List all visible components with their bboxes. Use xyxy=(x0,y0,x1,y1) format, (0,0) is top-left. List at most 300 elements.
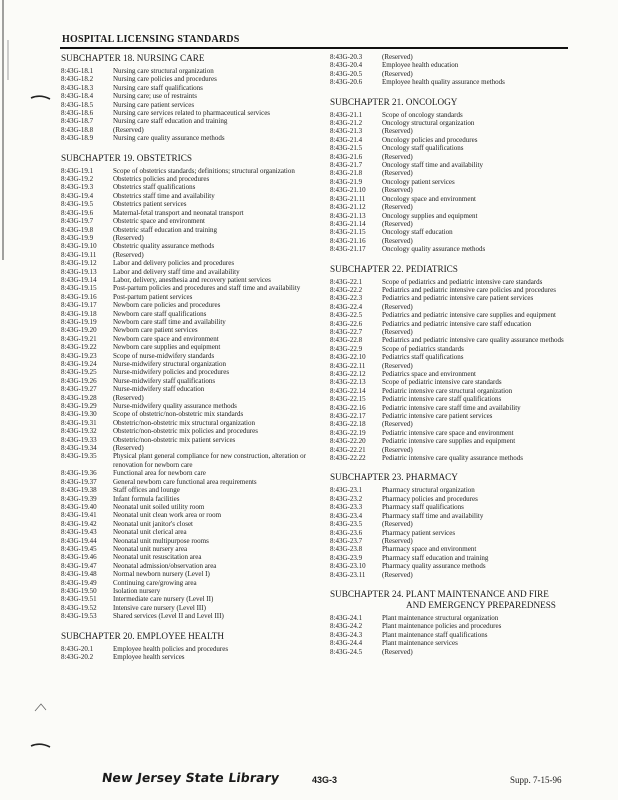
section-entry xyxy=(330,186,570,194)
section-entry xyxy=(61,343,319,351)
subchapter-heading-line: SUBCHAPTER 24. PLANT MAINTENANCE AND FIRE xyxy=(330,588,549,599)
section-entry xyxy=(61,394,319,402)
section-number: 8:43G-20.3 xyxy=(330,53,363,61)
section-title: Nursing care patient services xyxy=(113,100,195,109)
section-title: Neonatal unit nursery area xyxy=(113,544,188,553)
section-entry xyxy=(330,614,570,622)
section-number: 8:43G-18.3 xyxy=(61,83,94,92)
section-number: 8:43G-19.19 xyxy=(61,317,97,326)
section-title: Nursing care staff qualifications xyxy=(113,83,203,92)
running-header: HOSPITAL LICENSING STANDARDS xyxy=(62,34,240,45)
section-entry xyxy=(330,169,570,177)
section-title: Labor and delivery policies and procedures xyxy=(113,259,235,268)
section-title: Obstetrics policies and procedures xyxy=(113,175,210,184)
section-title: (Reserved) xyxy=(382,420,413,429)
right-column xyxy=(330,53,570,656)
page-number: 43G-3 xyxy=(312,775,338,785)
section-title: Obstetric space and environment xyxy=(113,217,205,226)
section-title: Normal newborn nursery (Level I) xyxy=(113,570,210,579)
section-number: 8:43G-22.14 xyxy=(330,386,366,395)
section-title: Oncology staff qualifications xyxy=(382,144,464,153)
section-title: Pediatrics and pediatric intensive care supplies and equipment xyxy=(382,311,556,320)
section-title: (Reserved) xyxy=(382,445,413,454)
section-entry xyxy=(330,537,570,545)
section-number: 8:43G-19.27 xyxy=(61,385,97,394)
section-number: 8:43G-19.38 xyxy=(61,486,97,495)
section-number: 8:43G-19.48 xyxy=(61,570,97,579)
section-number: 8:43G-19.41 xyxy=(61,511,97,520)
section-entry xyxy=(330,294,570,302)
subchapter-heading-line: SUBCHAPTER 21. ONCOLOGY xyxy=(330,96,458,107)
section-number: 8:43G-22.19 xyxy=(330,428,366,437)
section-number: 8:43G-19.47 xyxy=(61,561,97,570)
section-title: Nurse-midwifery structural organization xyxy=(113,360,227,368)
section-title: (Reserved) xyxy=(382,186,413,195)
section-number: 8:43G-19.50 xyxy=(61,586,97,595)
section-number: 8:43G-19.22 xyxy=(61,343,97,352)
section-number: 8:43G-24.4 xyxy=(330,639,363,648)
section-number: 8:43G-23.7 xyxy=(330,536,363,545)
section-entry xyxy=(330,328,570,336)
section-entry xyxy=(61,520,319,528)
section-title: Pediatric intensive care staff time and availability xyxy=(382,403,521,412)
section-number: 8:43G-22.10 xyxy=(330,353,366,362)
hole-punch-mark xyxy=(30,94,52,102)
section-entry xyxy=(61,276,319,284)
section-title: Neonatal unit clerical area xyxy=(113,528,187,537)
section-entry xyxy=(61,183,319,191)
section-number: 8:43G-22.3 xyxy=(330,294,363,303)
left-column xyxy=(61,53,319,661)
section-number: 8:43G-22.15 xyxy=(330,395,366,404)
section-number: 8:43G-18.7 xyxy=(61,117,94,126)
section-entry xyxy=(330,639,570,647)
section-entry xyxy=(61,352,319,360)
section-entry xyxy=(61,562,319,570)
section-spacer xyxy=(330,254,570,264)
section-title: Newborn care policies and procedures xyxy=(113,301,221,310)
section-entry xyxy=(330,70,570,78)
section-title: Plant maintenance staff qualifications xyxy=(382,630,488,639)
section-entry xyxy=(330,554,570,562)
section-entry xyxy=(330,362,570,370)
section-number: 8:43G-19.18 xyxy=(61,309,97,318)
section-number: 8:43G-21.8 xyxy=(330,169,363,178)
section-entry xyxy=(330,119,570,127)
section-entry xyxy=(330,153,570,161)
section-number: 8:43G-22.13 xyxy=(330,378,366,387)
section-title: Pharmacy policies and procedures xyxy=(382,494,478,503)
section-entry xyxy=(61,192,319,200)
section-title: Isolation nursery xyxy=(113,586,161,595)
section-title: (Reserved) xyxy=(113,444,144,453)
section-entry xyxy=(61,268,319,276)
library-stamp: New Jersey State Library xyxy=(100,770,281,785)
section-entry xyxy=(330,320,570,328)
section-title: Oncology structural organization xyxy=(382,119,475,128)
section-title: Newborn care supplies and equipment xyxy=(113,343,221,352)
section-entry xyxy=(61,234,319,242)
section-entry xyxy=(330,61,570,69)
section-entry xyxy=(61,293,319,301)
section-entry xyxy=(330,144,570,152)
section-entry xyxy=(61,595,319,603)
section-title: Nursing care quality assurance methods xyxy=(113,134,225,143)
section-entry xyxy=(61,653,319,661)
section-number: 8:43G-22.7 xyxy=(330,327,363,336)
section-number: 8:43G-21.16 xyxy=(330,236,366,245)
section-number: 8:43G-21.17 xyxy=(330,245,366,254)
section-entry xyxy=(61,511,319,519)
section-title: Neonatal unit clean work area or room xyxy=(113,511,222,520)
section-number: 8:43G-23.3 xyxy=(330,503,363,512)
section-entry xyxy=(330,420,570,428)
section-title: (Reserved) xyxy=(382,203,413,212)
section-number: 8:43G-21.7 xyxy=(330,161,363,170)
section-entry xyxy=(330,161,570,169)
section-number: 8:43G-19.53 xyxy=(61,612,97,621)
section-entry xyxy=(61,503,319,511)
section-number: 8:43G-19.39 xyxy=(61,494,97,503)
section-spacer xyxy=(330,87,570,97)
section-entry xyxy=(330,195,570,203)
section-number: 8:43G-19.44 xyxy=(61,536,97,545)
section-entry xyxy=(330,278,570,286)
section-number: 8:43G-22.11 xyxy=(330,361,366,370)
section-entry xyxy=(61,495,319,503)
section-title: Scope of pediatrics standards xyxy=(382,344,464,353)
section-number: 8:43G-24.1 xyxy=(330,613,363,622)
header-rule xyxy=(60,47,568,49)
hole-punch-mark xyxy=(30,742,52,750)
section-number: 8:43G-22.9 xyxy=(330,344,363,353)
section-title: Plant maintenance policies and procedures xyxy=(382,622,502,631)
section-title: Nursing care structural organization xyxy=(113,67,214,75)
section-number: 8:43G-18.4 xyxy=(61,92,94,101)
section-number: 8:43G-21.9 xyxy=(330,177,363,186)
section-title: (Reserved) xyxy=(382,361,413,370)
section-title: Nurse-midwifery quality assurance methods xyxy=(113,402,237,411)
section-title: (Reserved) xyxy=(382,302,413,311)
section-entry xyxy=(61,67,319,75)
section-number: 8:43G-19.1 xyxy=(61,166,94,175)
section-title: (Reserved) xyxy=(382,152,413,161)
section-number: 8:43G-19.7 xyxy=(61,217,94,226)
section-title: Pharmacy staff time and availability xyxy=(382,511,484,520)
subchapter-heading-line: SUBCHAPTER 19. OBSTETRICS xyxy=(61,152,192,163)
section-number: 8:43G-18.9 xyxy=(61,134,94,143)
section-number: 8:43G-19.23 xyxy=(61,351,97,360)
section-title: Pediatrics and pediatric intensive care policies and procedures xyxy=(382,285,556,294)
section-entry xyxy=(330,454,570,462)
section-entry xyxy=(61,385,319,393)
section-entry xyxy=(61,410,319,418)
subchapter-heading xyxy=(330,472,570,483)
section-title: Plant maintenance structural organization xyxy=(382,613,499,622)
section-entry xyxy=(61,335,319,343)
section-entry xyxy=(61,251,319,259)
section-number: 8:43G-22.21 xyxy=(330,445,366,454)
section-title: General newborn care functional area requirements xyxy=(113,477,257,486)
section-number: 8:43G-19.32 xyxy=(61,427,97,436)
subchapter-heading xyxy=(330,589,570,611)
section-title: Scope of obstetric/non-obstetric mix standards xyxy=(113,410,244,419)
section-entry xyxy=(61,92,319,100)
section-entry xyxy=(61,419,319,427)
section-title: Pediatric intensive care quality assurance methods xyxy=(382,454,523,463)
section-number: 8:43G-24.3 xyxy=(330,630,363,639)
section-title: Scope of obstetrics standards; definitions; structural organization xyxy=(113,166,295,175)
section-number: 8:43G-19.37 xyxy=(61,477,97,486)
section-entry xyxy=(330,631,570,639)
section-entry xyxy=(61,402,319,410)
section-entry xyxy=(330,503,570,511)
section-entry xyxy=(61,444,319,452)
section-spacer xyxy=(330,579,570,589)
section-title: Oncology policies and procedures xyxy=(382,135,478,144)
section-title: Nursing care services related to pharmaceutical services xyxy=(113,109,271,118)
section-number: 8:43G-19.12 xyxy=(61,259,97,268)
section-title: Staff offices and lounge xyxy=(113,486,180,495)
section-title: Intensive care nursery (Level III) xyxy=(113,603,206,612)
section-number: 8:43G-19.34 xyxy=(61,444,97,453)
subchapter-heading xyxy=(330,264,570,275)
section-title: Labor, delivery, anesthesia and recovery patient services xyxy=(113,275,271,284)
section-title: Oncology staff education xyxy=(382,228,453,237)
section-title: Nursing care; use of restraints xyxy=(113,92,197,101)
section-entry xyxy=(61,259,319,267)
section-number: 8:43G-19.51 xyxy=(61,595,97,604)
section-number: 8:43G-19.24 xyxy=(61,360,97,368)
section-title: Employee health policies and procedures xyxy=(113,644,229,653)
section-entry xyxy=(61,528,319,536)
section-number: 8:43G-19.8 xyxy=(61,225,94,234)
section-number: 8:43G-21.12 xyxy=(330,203,366,212)
section-number: 8:43G-23.1 xyxy=(330,486,363,495)
section-number: 8:43G-18.5 xyxy=(61,100,94,109)
section-title: Oncology patient services xyxy=(382,177,455,186)
section-entry xyxy=(330,520,570,528)
section-number: 8:43G-19.15 xyxy=(61,284,97,293)
section-number: 8:43G-21.13 xyxy=(330,211,366,220)
section-entry xyxy=(61,200,319,208)
binding-edge-mark xyxy=(0,0,14,800)
section-number: 8:43G-19.33 xyxy=(61,435,97,444)
section-entry xyxy=(330,486,570,494)
section-title: Pharmacy staff qualifications xyxy=(382,503,464,512)
section-title: Plant maintenance services xyxy=(382,639,458,648)
section-title: Neonatal unit resuscitation area xyxy=(113,553,202,562)
section-title: Obstetric/non-obstetric mix structural organization xyxy=(113,418,255,427)
section-entry xyxy=(61,242,319,250)
section-number: 8:43G-19.3 xyxy=(61,183,94,192)
section-entry xyxy=(330,245,570,253)
section-title: Obstetric quality assurance methods xyxy=(113,242,215,251)
section-entry xyxy=(330,446,570,454)
section-entry xyxy=(330,622,570,630)
section-number: 8:43G-21.6 xyxy=(330,152,363,161)
section-title: Neonatal unit soiled utility room xyxy=(113,502,205,511)
section-number: 8:43G-22.17 xyxy=(330,412,366,421)
section-entry xyxy=(330,178,570,186)
section-number: 8:43G-19.4 xyxy=(61,191,94,200)
section-number: 8:43G-19.17 xyxy=(61,301,97,310)
section-number: 8:43G-21.1 xyxy=(330,110,363,119)
section-title: Obstetric/non-obstetric mix policies and procedures xyxy=(113,427,259,436)
section-spacer xyxy=(330,462,570,472)
section-number: 8:43G-21.15 xyxy=(330,228,366,237)
section-title: Nurse-midwifery staff education xyxy=(113,385,205,394)
section-number: 8:43G-24.2 xyxy=(330,622,363,631)
subchapter-heading xyxy=(61,53,319,64)
section-number: 8:43G-21.5 xyxy=(330,144,363,153)
section-number: 8:43G-20.2 xyxy=(61,653,94,661)
section-number: 8:43G-23.11 xyxy=(330,570,366,579)
section-title: Obstetrics staff qualifications xyxy=(113,183,196,192)
section-title: Infant formula facilities xyxy=(113,494,180,503)
section-title: (Reserved) xyxy=(382,53,413,61)
section-title: Pediatrics and pediatric intensive care staff education xyxy=(382,319,532,328)
section-number: 8:43G-19.20 xyxy=(61,326,97,335)
section-title: Nurse-midwifery policies and procedures xyxy=(113,368,230,377)
section-title: Oncology supplies and equipment xyxy=(382,211,478,220)
section-number: 8:43G-19.2 xyxy=(61,175,94,184)
section-entry xyxy=(61,427,319,435)
section-entry xyxy=(61,175,319,183)
section-number: 8:43G-18.2 xyxy=(61,75,94,84)
section-entry xyxy=(330,203,570,211)
section-number: 8:43G-22.6 xyxy=(330,319,363,328)
section-entry xyxy=(330,336,570,344)
section-entry xyxy=(61,587,319,595)
section-entry xyxy=(330,648,570,656)
section-entry xyxy=(61,117,319,125)
section-entry xyxy=(330,395,570,403)
section-entry xyxy=(61,75,319,83)
section-title: Pharmacy staff education and training xyxy=(382,553,489,562)
section-number: 8:43G-19.6 xyxy=(61,208,94,217)
section-number: 8:43G-19.5 xyxy=(61,200,94,209)
section-number: 8:43G-23.10 xyxy=(330,562,366,571)
section-title: Scope of pediatric intensive care standards xyxy=(382,378,502,387)
section-entry xyxy=(330,286,570,294)
section-title: Functional area for newborn care xyxy=(113,469,206,478)
section-number: 8:43G-19.9 xyxy=(61,233,94,242)
section-entry xyxy=(61,209,319,217)
section-number: 8:43G-19.25 xyxy=(61,368,97,377)
section-title: (Reserved) xyxy=(382,520,413,529)
section-number: 8:43G-19.40 xyxy=(61,502,97,511)
section-entry xyxy=(61,452,319,469)
section-title: Pediatric intensive care patient services xyxy=(382,412,493,421)
section-number: 8:43G-22.8 xyxy=(330,336,363,345)
section-title: Oncology space and environment xyxy=(382,194,476,203)
section-title: Pediatric intensive care supplies and equipment xyxy=(382,437,516,446)
section-entry xyxy=(330,53,570,61)
section-title: (Reserved) xyxy=(382,69,413,78)
section-title: Pediatrics space and environment xyxy=(382,370,476,378)
section-title: Pediatrics and pediatric intensive care quality assurance methods xyxy=(382,336,564,345)
section-title: Pediatric intensive care space and environment xyxy=(382,428,514,437)
section-title: Obstetric/non-obstetric mix patient services xyxy=(113,435,236,444)
supplement-date: Supp. 7-15-96 xyxy=(510,775,562,785)
section-title: Scope of nurse-midwifery standards xyxy=(113,351,215,360)
section-number: 8:43G-22.4 xyxy=(330,302,363,311)
section-title: Neonatal admission/observation area xyxy=(113,561,217,570)
section-title: (Reserved) xyxy=(382,327,413,336)
section-entry xyxy=(330,545,570,553)
section-entry xyxy=(330,353,570,361)
section-entry xyxy=(61,301,319,309)
section-number: 8:43G-19.28 xyxy=(61,393,97,402)
section-number: 8:43G-19.16 xyxy=(61,292,97,301)
section-entry xyxy=(330,378,570,386)
section-title: Oncology quality assurance methods xyxy=(382,245,486,254)
section-number: 8:43G-22.2 xyxy=(330,285,363,294)
section-number: 8:43G-22.12 xyxy=(330,370,366,378)
section-title: Oncology staff time and availability xyxy=(382,161,483,170)
section-number: 8:43G-21.11 xyxy=(330,194,366,203)
section-title: Pharmacy structural organization xyxy=(382,486,475,495)
section-entry xyxy=(330,404,570,412)
section-entry xyxy=(61,167,319,175)
section-entry xyxy=(61,604,319,612)
section-number: 8:43G-19.45 xyxy=(61,544,97,553)
subchapter-heading xyxy=(61,153,319,164)
section-entry xyxy=(330,495,570,503)
section-number: 8:43G-21.10 xyxy=(330,186,366,195)
subchapter-heading xyxy=(330,97,570,108)
section-entry xyxy=(330,345,570,353)
section-title: (Reserved) xyxy=(382,127,413,136)
pen-tick-mark xyxy=(34,702,48,712)
section-number: 8:43G-20.6 xyxy=(330,78,363,87)
section-entry xyxy=(61,478,319,486)
section-title: Newborn care staff qualifications xyxy=(113,309,207,318)
section-title: (Reserved) xyxy=(113,125,144,134)
section-number: 8:43G-19.42 xyxy=(61,519,97,528)
section-number: 8:43G-20.5 xyxy=(330,69,363,78)
section-entry xyxy=(61,217,319,225)
section-number: 8:43G-19.26 xyxy=(61,376,97,385)
section-entry xyxy=(61,579,319,587)
section-number: 8:43G-22.1 xyxy=(330,277,363,286)
section-title: (Reserved) xyxy=(113,250,144,259)
section-title: Nursing care policies and procedures xyxy=(113,75,217,84)
section-title: Pediatrics and pediatric intensive care patient services xyxy=(382,294,534,303)
section-entry xyxy=(61,377,319,385)
section-title: Pediatrics staff qualifications xyxy=(382,353,464,362)
section-title: Pediatric intensive care staff qualifications xyxy=(382,395,502,404)
section-number: 8:43G-21.14 xyxy=(330,219,366,228)
section-title: Labor and delivery staff time and availability xyxy=(113,267,240,276)
section-title: (Reserved) xyxy=(382,647,413,656)
section-number: 8:43G-19.49 xyxy=(61,578,97,587)
section-title: (Reserved) xyxy=(382,219,413,228)
section-title: Nurse-midwifery staff qualifications xyxy=(113,376,216,385)
section-number: 8:43G-19.31 xyxy=(61,418,97,427)
section-title: Obstetrics staff time and availability xyxy=(113,191,215,200)
section-entry xyxy=(61,101,319,109)
section-entry xyxy=(330,303,570,311)
section-entry xyxy=(330,212,570,220)
subchapter-heading-line: SUBCHAPTER 18. NURSING CARE xyxy=(61,53,205,63)
section-number: 8:43G-22.18 xyxy=(330,420,366,429)
section-entry xyxy=(330,562,570,570)
section-title: Shared services (Level II and Level III) xyxy=(113,612,224,621)
section-entry xyxy=(330,429,570,437)
section-entry xyxy=(61,84,319,92)
